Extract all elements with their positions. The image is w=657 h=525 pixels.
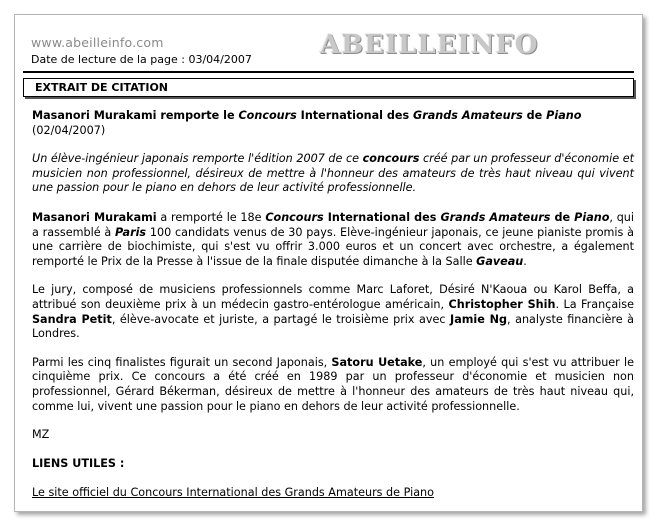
useful-links-list: [32, 486, 634, 501]
site-logo: ABEILLEINFO: [320, 30, 539, 60]
site-url: www.abeilleinfo.com: [31, 35, 164, 50]
article-body: [32, 109, 634, 501]
article-title: Masanori Murakami remporte le Concours International des Grands Amateurs de Piano: [32, 109, 582, 122]
official-site-link[interactable]: Le site officiel du Concours International des Grands Amateurs de Piano: [32, 486, 434, 500]
article-date: (02/04/2007): [32, 123, 106, 137]
section-label: EXTRAIT DE CITATION: [35, 81, 169, 94]
article-paragraph-1: Masanori Murakami a remporté le 18e Concours International des Grands Amateurs de Piano, qui a rassemblé à Paris 100 candidats venus de 30 pays. Elève-ingénieur japonais, ce jeune pianiste promis à une carrière de biochimiste, qui s'est vu offrir 3.000 euros et un concert avec orchestre, a également remporté le Prix de la Presse à l'issue de la finale disputée dimanche à la Salle Gaveau.: [32, 210, 635, 268]
header-divider: [23, 71, 634, 73]
read-date: Date de lecture de la page : 03/04/2007: [31, 53, 252, 66]
document-frame: [14, 14, 643, 512]
article-lead: Un élève-ingénieur japonais remporte l'édition 2007 de ce concours créé par un professeur d'économie et musicien non professionnel, désireux de mettre à l'honneur des amateurs de très haut niveau qui vivent une passion pour le piano en dehors de leur activité professionnelle.: [32, 152, 634, 195]
article-paragraph-3: Parmi les cinq finalistes figurait un second Japonais, Satoru Uetake, un employé qui s'est vu attribuer le cinquième prix. Ce concours a été créé en 1989 par un professeur d'économie et musicien non professionnel, Gérard Békerman, désireux de mettre à l'honneur des amateurs de très haut niveau qui, comme lui, vivent une passion pour le piano en dehors de leur activité professionnelle.: [32, 355, 634, 413]
article-signature: MZ: [32, 428, 50, 442]
useful-links-title: LIENS UTILES :: [32, 456, 125, 470]
article-paragraph-2: Le jury, composé de musiciens professionnels comme Marc Laforet, Désiré N'Kaoua ou Karol Beffa, a attribué son deuxième prix à un médecin gastro-entérologue américain, Christopher Shih. La Française Sandra Petit, élève-avocate et juriste, a partagé le troisième prix avec Jamie Ng, analyste financière à Londres.: [32, 283, 635, 341]
section-header: [23, 78, 634, 97]
